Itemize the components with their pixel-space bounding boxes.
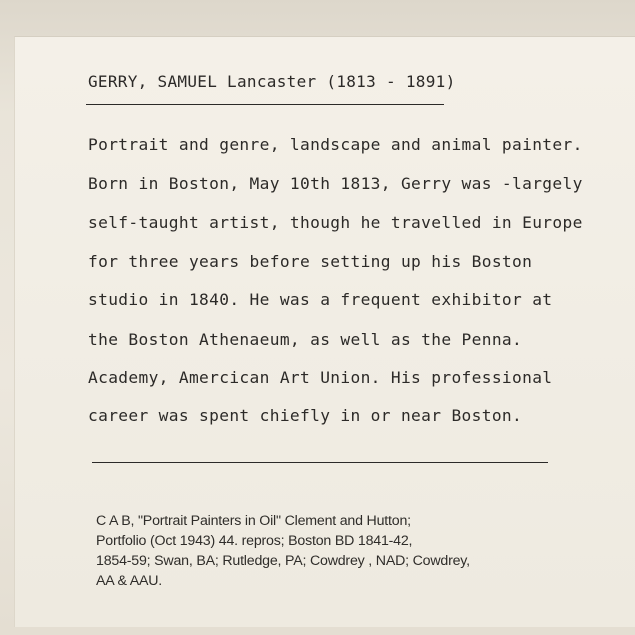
heading-underline: [86, 104, 444, 105]
biography-line: the Boston Athenaeum, as well as the Penna.: [88, 330, 523, 349]
section-divider: [92, 462, 548, 463]
reference-line: AA & AAU.: [96, 573, 163, 589]
reference-line: 1854-59; Swan, BA; Rutledge, PA; Cowdrey , NAD; Cowdrey,: [96, 553, 470, 569]
biography-line: Born in Boston, May 10th 1813, Gerry was -largely: [88, 174, 583, 193]
reference-line: C A B, "Portrait Painters in Oil" Clement and Hutton;: [96, 513, 411, 529]
reference-line: Portfolio (Oct 1943) 44. repros; Boston BD 1841-42,: [96, 533, 413, 549]
biography-line: Portrait and genre, landscape and animal painter.: [88, 135, 583, 154]
biography-line: self-taught artist, though he travelled in Europe: [88, 213, 583, 232]
biography-line: studio in 1840. He was a frequent exhibitor at: [88, 290, 553, 309]
biography-line: for three years before setting up his Boston: [88, 252, 533, 271]
artist-heading: GERRY, SAMUEL Lancaster (1813 - 1891): [88, 72, 456, 91]
biography-line: career was spent chiefly in or near Boston.: [88, 406, 523, 425]
biography-line: Academy, Amercican Art Union. His professional: [88, 368, 553, 387]
